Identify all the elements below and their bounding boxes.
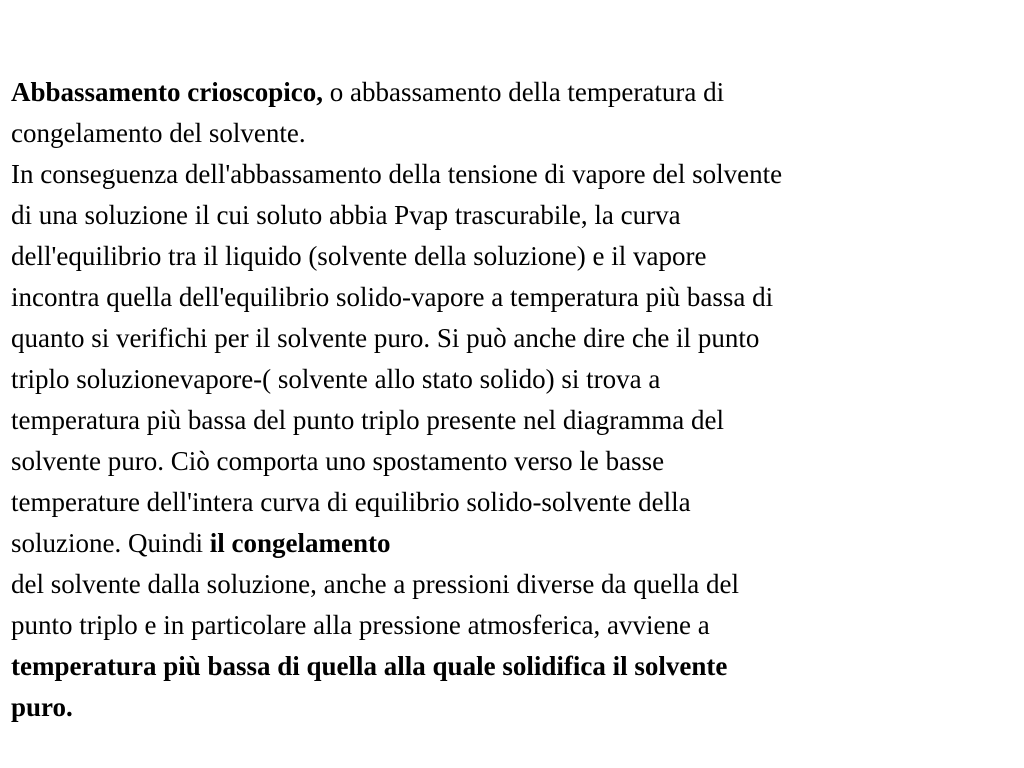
- text-line: solvente puro. Ciò comporta uno spostamento verso le basse: [11, 446, 665, 476]
- text-line: dell'equilibrio tra il liquido (solvente della soluzione) e il vapore: [11, 241, 707, 271]
- definition-text: o abbassamento della temperatura di: [323, 77, 725, 107]
- bold-conclusion-end: puro.: [11, 692, 73, 722]
- text-line: quanto si verifichi per il solvente puro. Si può anche dire che il punto: [11, 323, 760, 353]
- text-line: [11, 687, 1011, 728]
- text-line: del solvente dalla soluzione, anche a pressioni diverse da quella del: [11, 569, 739, 599]
- text-line: punto triplo e in particolare alla pressione atmosferica, avviene a: [11, 610, 710, 640]
- text-line: triplo soluzionevapore-( solvente allo stato solido) si trova a: [11, 364, 661, 394]
- text-line: congelamento del solvente.: [11, 118, 306, 148]
- bold-conclusion: temperatura più bassa di quella alla quale solidifica il solvente: [11, 651, 728, 681]
- text-line: temperatura più bassa del punto triplo presente nel diagramma del: [11, 405, 725, 435]
- bold-il-congelamento: il congelamento: [209, 528, 391, 558]
- text-line: di una soluzione il cui soluto abbia Pvap trascurabile, la curva: [11, 200, 681, 230]
- slide-text-block: [11, 72, 1011, 728]
- text-line: [11, 72, 1011, 113]
- text-line: temperature dell'intera curva di equilibrio solido-solvente della: [11, 487, 691, 517]
- term-abbassamento-crioscopico: Abbassamento crioscopico,: [11, 77, 323, 107]
- text-line: [11, 646, 1011, 687]
- text-line: incontra quella dell'equilibrio solido-vapore a temperatura più bassa di: [11, 282, 774, 312]
- text-line: [11, 523, 1011, 564]
- plain-text: soluzione. Quindi: [11, 528, 210, 558]
- text-line: In conseguenza dell'abbassamento della tensione di vapore del solvente: [11, 159, 783, 189]
